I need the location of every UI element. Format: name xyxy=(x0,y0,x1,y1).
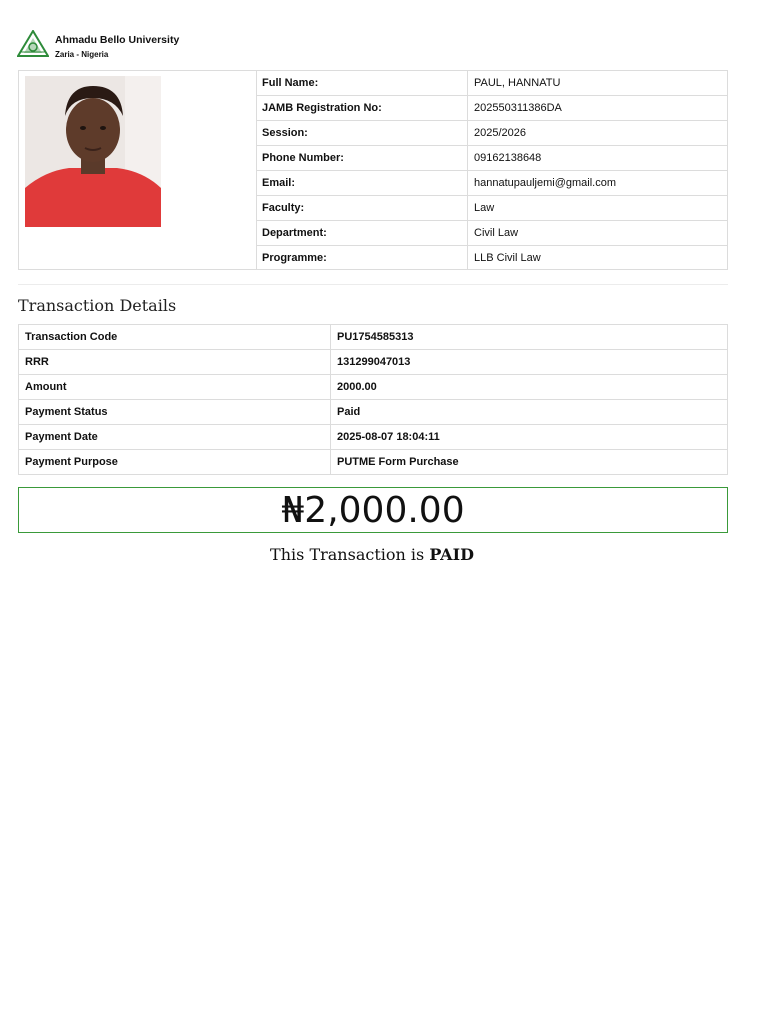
info-value: PAUL, HANNATU xyxy=(468,71,728,96)
transaction-status-line xyxy=(0,545,744,564)
info-label: Email: xyxy=(256,171,468,196)
table-row xyxy=(19,400,728,425)
table-row xyxy=(19,425,728,450)
table-row xyxy=(19,350,728,375)
status-value: PAID xyxy=(429,545,474,564)
table-row xyxy=(19,325,728,350)
info-value: 202550311386DA xyxy=(468,96,728,121)
table-row xyxy=(256,121,727,146)
university-logo-icon xyxy=(17,30,49,58)
amount-display: ₦2,000.00 xyxy=(281,489,465,531)
transaction-table xyxy=(18,324,728,475)
table-row xyxy=(256,221,727,246)
divider xyxy=(18,284,728,285)
transaction-value: 131299047013 xyxy=(331,350,728,375)
table-row xyxy=(256,96,727,121)
info-value: 09162138648 xyxy=(468,146,728,171)
student-info-table xyxy=(256,71,727,270)
profile-section xyxy=(18,70,728,270)
info-label: Programme: xyxy=(256,246,468,271)
info-value: LLB Civil Law xyxy=(474,252,541,264)
info-value: Civil Law xyxy=(468,221,728,246)
table-row xyxy=(256,246,727,271)
info-label: Department: xyxy=(256,221,468,246)
photo-cell xyxy=(19,71,257,269)
transaction-value: 2000.00 xyxy=(331,375,728,400)
table-row xyxy=(256,71,727,96)
transaction-value: Paid xyxy=(331,400,728,425)
info-value: 2025/2026 xyxy=(468,121,728,146)
table-row xyxy=(256,171,727,196)
transaction-value: PU1754585313 xyxy=(331,325,728,350)
university-name-block xyxy=(55,30,179,59)
table-row xyxy=(256,146,727,171)
info-label: Full Name: xyxy=(256,71,468,96)
info-label: JAMB Registration No: xyxy=(256,96,468,121)
status-prefix: This Transaction is xyxy=(270,545,425,564)
info-label: Phone Number: xyxy=(256,146,468,171)
transaction-details-title: Transaction Details xyxy=(18,296,177,315)
transaction-label: Amount xyxy=(19,375,331,400)
page-header xyxy=(17,30,179,59)
info-label: Faculty: xyxy=(256,196,468,221)
table-row xyxy=(256,196,727,221)
table-row xyxy=(19,375,728,400)
transaction-label: Payment Date xyxy=(19,425,331,450)
transaction-value: 2025-08-07 18:04:11 xyxy=(331,425,728,450)
transaction-label: RRR xyxy=(19,350,331,375)
university-location: Zaria - Nigeria xyxy=(55,50,109,59)
university-name: Ahmadu Bello University xyxy=(55,34,180,46)
info-label: Session: xyxy=(256,121,468,146)
amount-box xyxy=(18,487,728,533)
info-value: hannatupauljemi@gmail.com xyxy=(468,171,728,196)
transaction-value: PUTME Form Purchase xyxy=(331,450,728,475)
transaction-label: Transaction Code xyxy=(19,325,331,350)
transaction-label: Payment Status xyxy=(19,400,331,425)
table-row xyxy=(19,450,728,475)
info-value: Law xyxy=(468,196,728,221)
passport-photo xyxy=(25,76,161,227)
transaction-label: Payment Purpose xyxy=(19,450,331,475)
